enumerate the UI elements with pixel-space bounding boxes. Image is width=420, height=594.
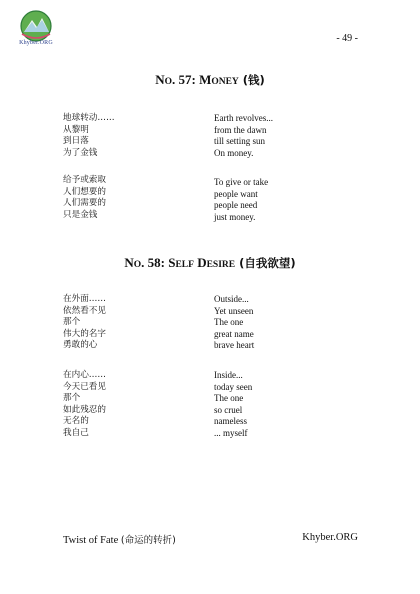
line: 地球转动…… <box>63 113 115 123</box>
line: 如此残忍的 <box>63 404 106 415</box>
title-57-cn: (钱) <box>238 73 265 87</box>
line: 那个 <box>63 317 81 328</box>
page-number: - 49 - <box>336 33 358 44</box>
line: On money. <box>214 147 254 158</box>
line: 今天已看见 <box>63 381 106 392</box>
title-58-word2-sc: ESIRE <box>206 260 236 270</box>
line: 依然看不见 <box>63 305 106 316</box>
line: 人们需要的 <box>63 198 106 209</box>
title-57-word-cap: M <box>199 72 212 87</box>
footer-title-chinese: (命运的转折) <box>120 535 176 546</box>
line: 在外面…… <box>63 294 106 304</box>
poem-58-stanza1-chinese <box>63 294 106 352</box>
poem-57-stanza2-chinese <box>63 175 106 221</box>
line: 无名的 <box>63 416 89 427</box>
line: people want <box>214 188 258 199</box>
line: The one <box>214 393 244 404</box>
line: Outside... <box>214 294 249 304</box>
line: To give or take <box>214 177 269 187</box>
poem-58-stanza1-english <box>214 294 254 352</box>
footer-site-name: Khyber.ORG <box>302 532 358 543</box>
line: 在内心…… <box>63 370 106 380</box>
line: Earth revolves... <box>214 113 273 123</box>
poem-57-stanza2-english <box>214 177 268 223</box>
line: 到日落 <box>63 136 89 147</box>
poem-58-title <box>0 255 420 271</box>
title-58-word2-cap: D <box>193 255 207 270</box>
poem-57-stanza1-chinese <box>63 113 115 159</box>
line: 那个 <box>63 393 81 404</box>
line: today seen <box>214 381 253 392</box>
line: 只是金钱 <box>63 209 98 220</box>
poem-57-title <box>0 72 420 88</box>
poem-58-stanza2-chinese <box>63 370 106 440</box>
line: ... myself <box>214 427 248 438</box>
title-58-cn: (自我欲望) <box>235 256 296 270</box>
title-58-word1-cap: S <box>168 255 176 270</box>
title-58-no: N <box>124 255 134 270</box>
line: The one <box>214 317 244 328</box>
title-58-no-sc: O <box>133 260 142 270</box>
title-57-no-sc: O <box>164 77 172 87</box>
title-58-word1-sc: ELF <box>175 260 194 270</box>
line: Inside... <box>214 370 243 380</box>
line: Yet unseen <box>214 305 254 316</box>
title-57-word-sc: ONEY <box>211 77 239 87</box>
footer-title-english: Twist of Fate <box>63 535 121 546</box>
poem-57-stanza1-english <box>214 113 273 159</box>
line: great name <box>214 328 254 339</box>
line: 为了金钱 <box>63 147 98 158</box>
title-58-num: . 58: <box>141 255 169 270</box>
line: 人们想要的 <box>63 186 106 197</box>
line: so cruel <box>214 404 243 415</box>
line: just money. <box>214 211 256 222</box>
line: 勇敢的心 <box>63 340 98 351</box>
title-57-no: N <box>155 72 165 87</box>
title-57-num: . 57: <box>171 72 200 87</box>
poem-58-stanza2-english <box>214 370 252 440</box>
line: nameless <box>214 416 247 427</box>
line: 伟大的名字 <box>63 328 106 339</box>
line: people need <box>214 200 258 211</box>
line: 我自己 <box>63 427 89 438</box>
line: brave heart <box>214 340 255 351</box>
logo-text: Khyber.ORG <box>19 40 53 46</box>
line: till setting sun <box>214 136 266 147</box>
line: from the dawn <box>214 124 267 135</box>
line: 从黎明 <box>63 124 89 135</box>
line: 给予或索取 <box>63 175 106 185</box>
footer-book-title <box>63 532 176 546</box>
